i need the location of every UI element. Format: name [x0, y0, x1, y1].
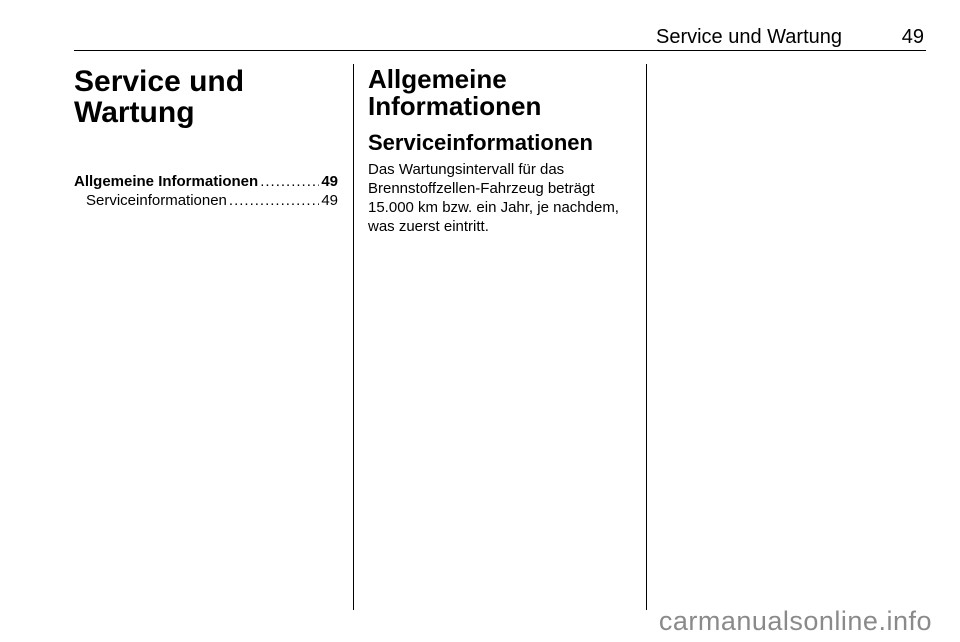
- column-divider-right: [646, 64, 647, 610]
- body-line: Das Wartungsintervall für das: [368, 161, 565, 178]
- chapter-title-line-1: Service und: [74, 65, 245, 98]
- body-line: was zuerst eintritt.: [368, 218, 489, 235]
- toc-entry-allgemeine-informationen[interactable]: [74, 172, 338, 191]
- toc-entry-serviceinformationen[interactable]: [74, 191, 338, 210]
- chapter-title-line-2: Wartung: [74, 96, 195, 129]
- chapter-title: [74, 66, 344, 128]
- running-header: [74, 26, 926, 50]
- toc-entry-label: Allgemeine Informationen: [74, 173, 259, 190]
- subsection-title: Serviceinformationen: [368, 130, 593, 155]
- column-divider-left: [353, 64, 354, 610]
- body-line: Brennstoffzellen-Fahrzeug beträgt: [368, 180, 595, 197]
- section-title-line-2: Informationen: [368, 91, 542, 121]
- section-title-line-1: Allgemeine: [368, 64, 507, 94]
- toc-entry-label: Serviceinformationen: [86, 192, 227, 209]
- toc-entry-page: 49: [321, 192, 338, 209]
- body-line: 15.000 km bzw. ein Jahr, je nachdem,: [368, 199, 619, 216]
- toc-entry-page: 49: [321, 173, 338, 190]
- header-rule: [74, 50, 926, 51]
- content-column: [368, 66, 638, 236]
- toc-leader-dots: [229, 191, 319, 210]
- watermark: carmanualsonline.info: [658, 606, 932, 636]
- table-of-contents: [74, 172, 338, 210]
- running-header-title: Service und Wartung: [655, 26, 842, 48]
- body-paragraph: [368, 160, 638, 236]
- toc-leader-dots: [260, 172, 319, 191]
- page-number: 49: [901, 26, 924, 48]
- section-title: [368, 66, 638, 120]
